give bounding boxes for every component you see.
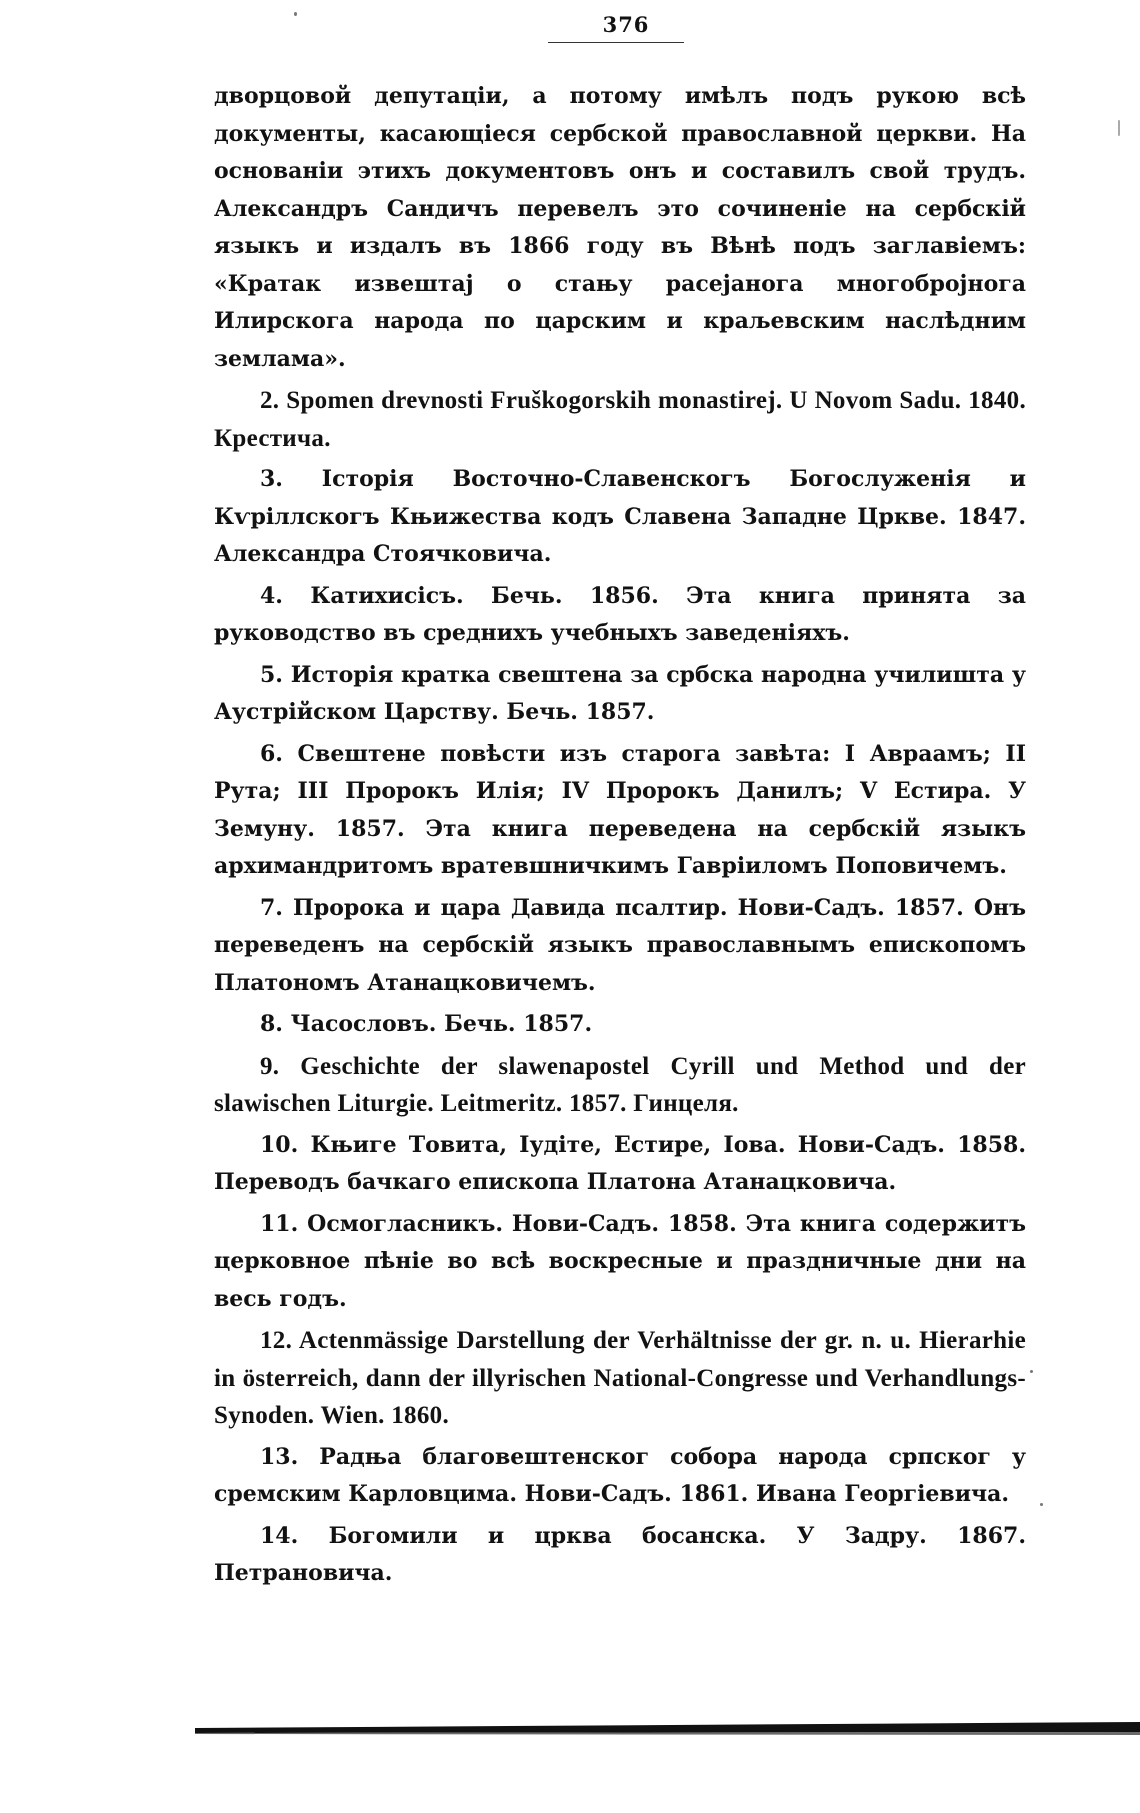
- bibliography-entry-13: 13. Радња благовештенског собора народа српског у сремским Карловцима. Нови-Садъ. 1861. Ивана Георгіевича.: [214, 1443, 1026, 1507]
- scan-page-edge: [195, 1722, 1140, 1742]
- scan-speck: [1040, 1503, 1043, 1506]
- bibliography-entry-7: 7. Пророка и цара Давида псалтир. Нови-Садъ. 1857. Онъ переведенъ на сербскій языкъ православнымъ епископомъ Платономъ Атанацковичемъ.: [214, 894, 1026, 996]
- bibliography-entry-9: 9. Geschichte der slawenapostel Cyrill und Method und der slawischen Liturgie. Leitmeritz. 1857. Гинцеля.: [214, 1052, 1026, 1117]
- body-text: [214, 78, 1026, 1593]
- bibliography-entry-3: 3. Історія Восточно-Славенскогъ Богослуженія и Кѵріллскогъ Књижества кодъ Славена Западне Цркве. 1847. Александра Стоячковича.: [214, 466, 1026, 567]
- bibliography-entry-10: 10. Књиге Товита, Іудіте, Естире, Іова. Нови-Садъ. 1858. Переводъ бачкаго епископа Платона Атанацковича.: [214, 1131, 1026, 1195]
- bibliography-entry-4: 4. Катихисісъ. Бечь. 1856. Эта книга принята за руководство въ среднихъ учебныхъ заведеніяхъ.: [214, 582, 1026, 646]
- bibliography-entry-2: 2. Spomen drevnosti Fruškogorskih monastirej. U Novom Sadu. 1840. Крестича.: [214, 387, 1026, 452]
- page-number-rule: [548, 42, 684, 43]
- bibliography-entry-12: 12. Actenmässige Darstellung der Verhältnisse der gr. n. u. Hierarhie in österreich, dann der illyrischen National-Congresse und Verhandlungs-Synoden. Wien. 1860.: [214, 1327, 1026, 1429]
- bibliography-entry-8: 8. Часословъ. Бечь. 1857.: [260, 1011, 593, 1037]
- scan-speck: [294, 12, 297, 16]
- page-number: 376: [602, 12, 650, 37]
- scan-speck: [1030, 1370, 1033, 1373]
- scan-speck: [1118, 120, 1120, 136]
- bibliography-entry-5: 5. Исторія кратка свештена за србска народна училишта у Аустрійском Царству. Бечь. 1857.: [214, 661, 1026, 725]
- paragraph-continuation: дворцовой депутаціи, а потому имѣлъ подъ рукою всѣ документы, касающіеся сербской православной церкви. На основаніи этихъ документовъ онъ и составилъ свой трудъ. Александръ Сандичъ перевелъ это сочиненіе на сербскій языкъ и издалъ въ 1866 году въ Вѣнѣ подъ заглавіемъ: «Кратак извештај о стању расејанога многобројнога Илирскога народа по царским и краљевским наслѣдним землама».: [214, 83, 1026, 372]
- bibliography-entry-6: 6. Свештене повѣсти изъ старога завѣта: I Авраамъ; II Рута; III Пророкъ Илія; IV Пророкъ Данилъ; V Естира. У Земуну. 1857. Эта книга переведена на сербскій языкъ архимандритомъ вратевшничкимъ Гавріиломъ Поповичемъ.: [214, 740, 1026, 879]
- bibliography-entry-11: 11. Осмогласникъ. Нови-Садъ. 1858. Эта книга содержитъ церковное пѣніе во всѣ воскресные и праздничные дни на весь годъ.: [214, 1210, 1026, 1312]
- bibliography-entry-14: 14. Богомили и црква босанска. У Задру. 1867. Петрановича.: [214, 1522, 1026, 1586]
